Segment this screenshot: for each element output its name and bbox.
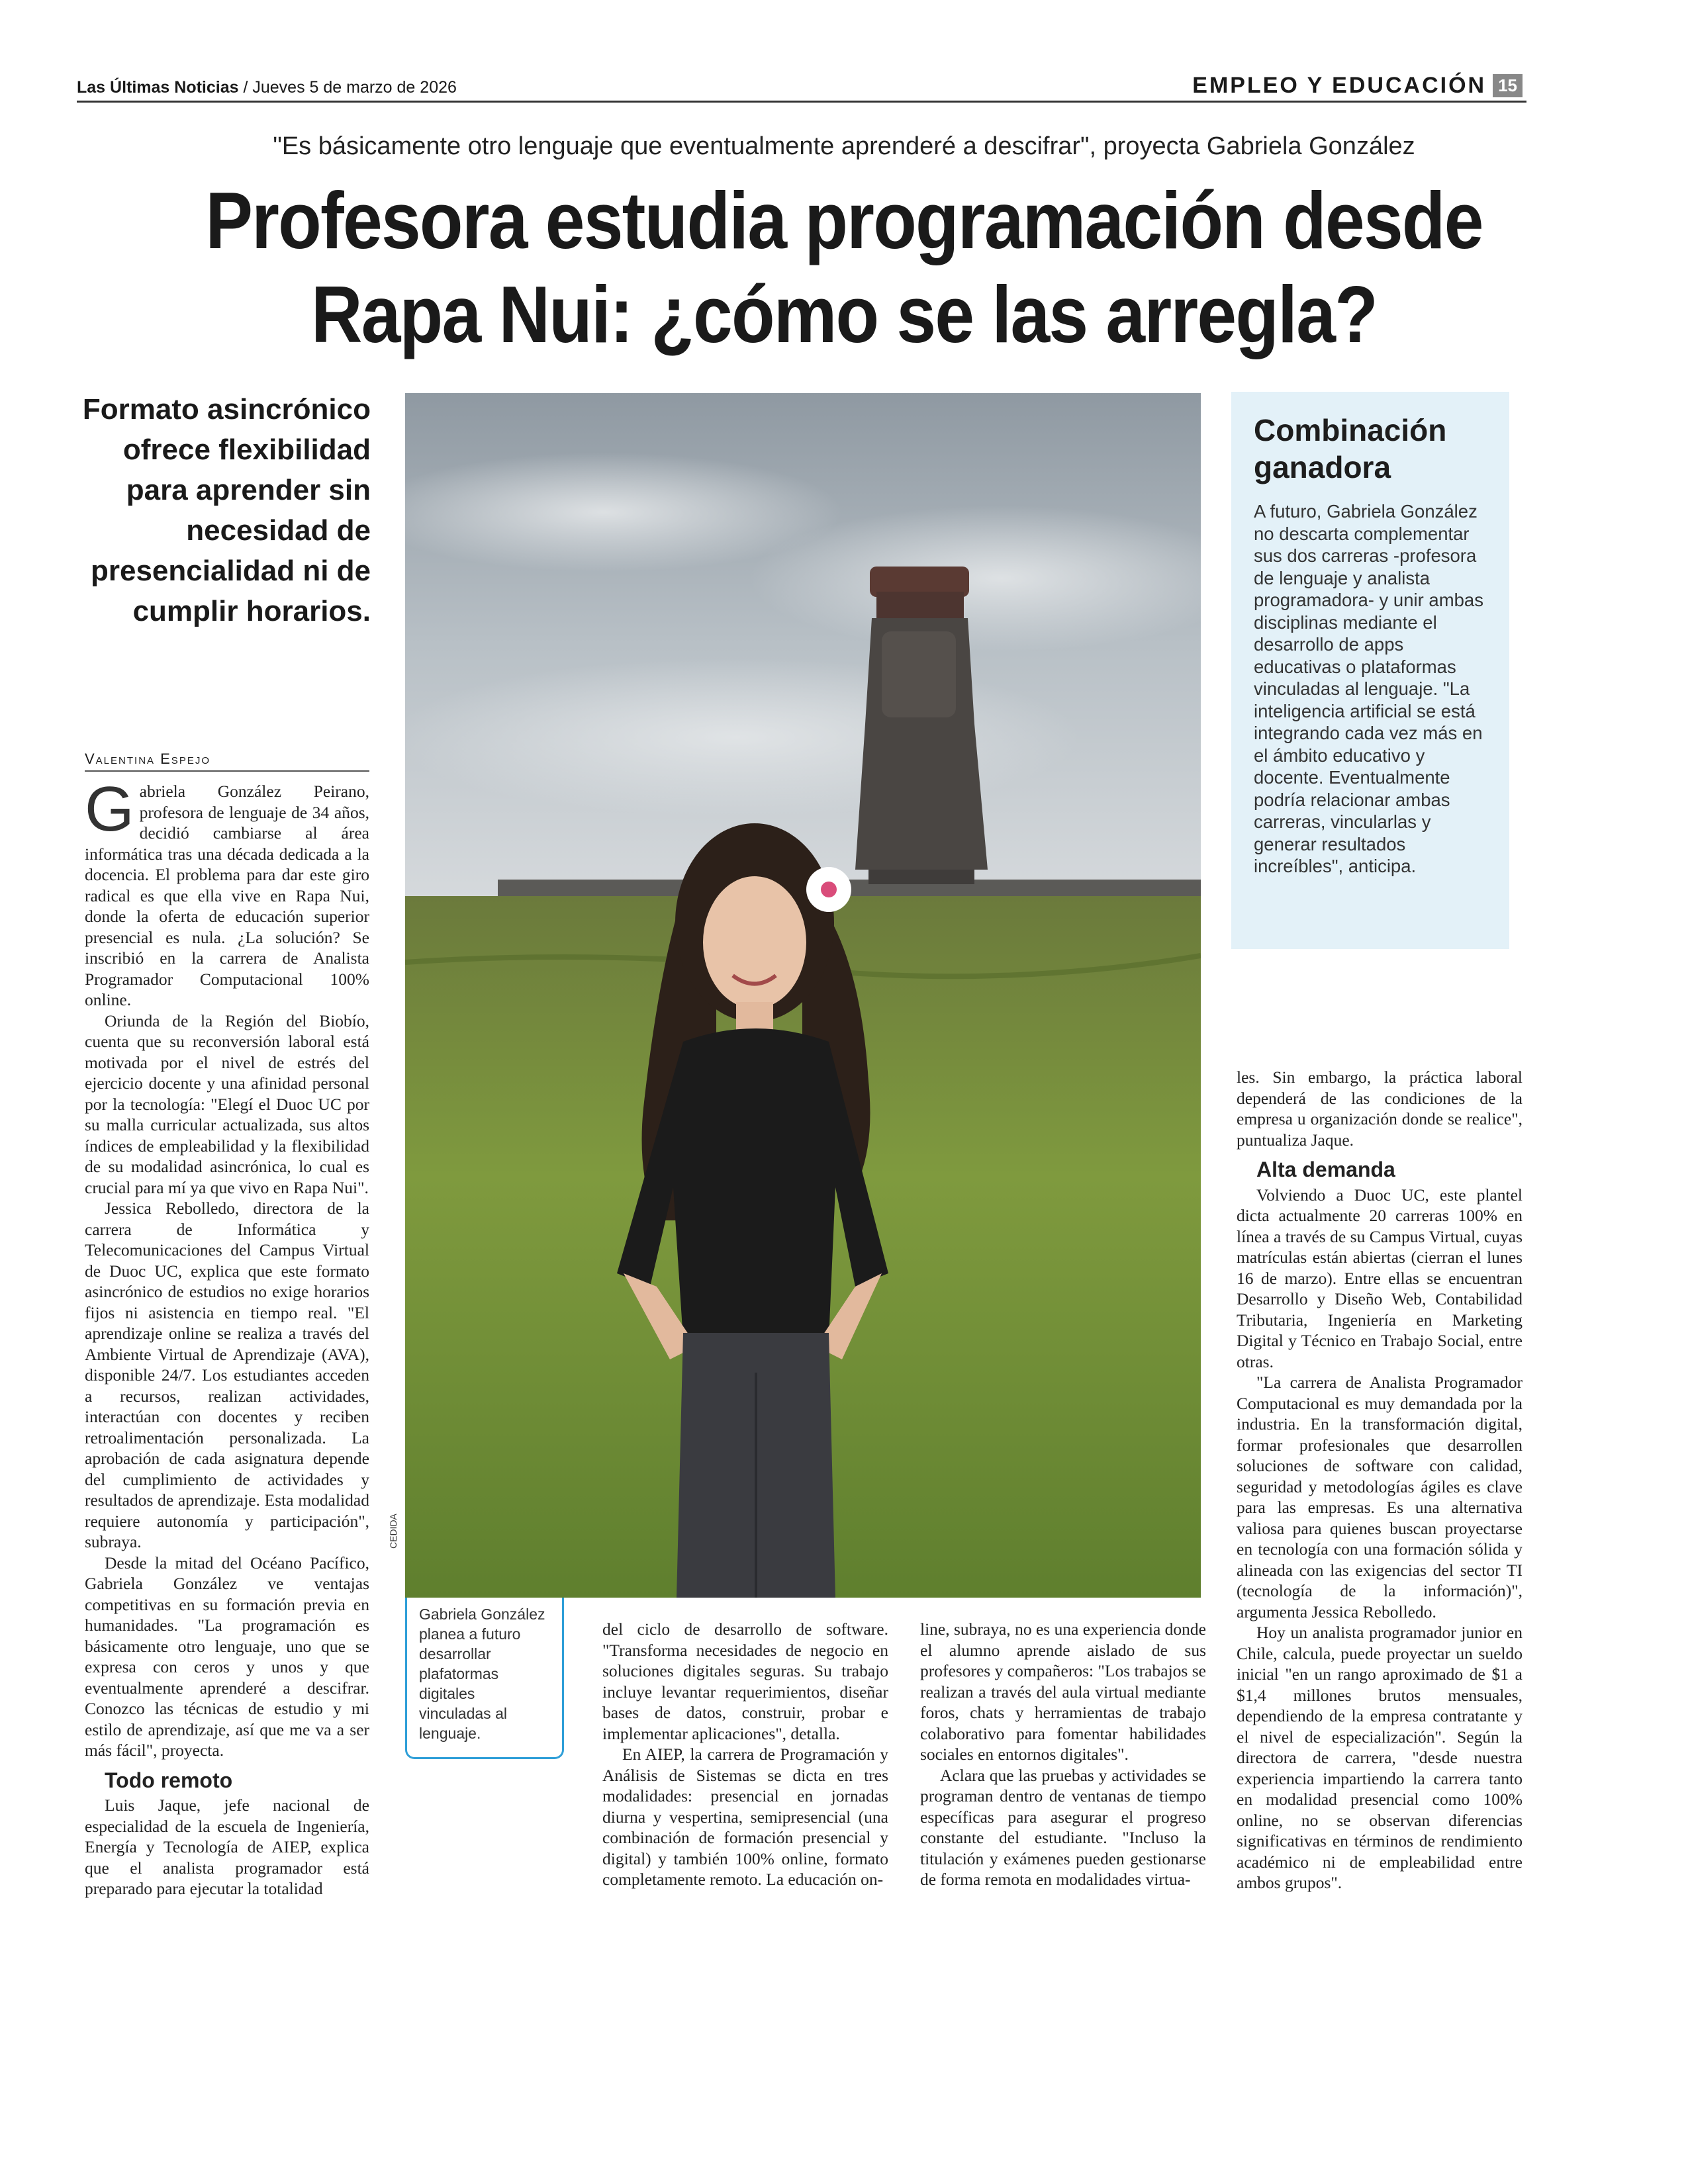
photo-moai-portrait — [405, 393, 1201, 1598]
newspaper-name: Las Últimas Noticias — [77, 78, 239, 97]
photo-illustration — [405, 393, 1201, 1598]
sidebar-title: Combinación ganadora — [1254, 413, 1447, 484]
article-column-2 — [602, 1619, 888, 1890]
subheading-alta-demanda: Alta demanda — [1256, 1158, 1395, 1181]
photo-credit: CEDIDA — [388, 1514, 399, 1549]
article-paragraph: del ciclo de desarrollo de software. "Transforma necesidades de negocio en soluciones digitales seguras. Su trabajo incluye levantar requerimientos, diseñar bases de datos, construir, probar e implementar aplicaciones", detalla. — [602, 1619, 888, 1743]
sidebar-body: A futuro, Gabriela González no descarta complementar sus dos carreras -profesora de lenguaje y analista programadora- y unir ambas disciplinas mediante el desarrollo de apps educativas o plataformas vinculadas al lenguaje. "La inteligencia artificial se está integrando cada vez más en el ámbito educativo y docente. Eventualmente podría relacionar ambas carreras, vincularlas y generar resultados increíbles", anticipa. — [1254, 501, 1483, 876]
sidebar-box — [1231, 392, 1509, 949]
article-paragraph: Gabriela González Peirano, profesora de lenguaje de 34 años, decidió cambiarse al área informática tras una década dedicada a la docencia. El problema para dar este giro radical es que ella vive en Rapa Nui, donde la oferta de educación superior presencial es nula. ¿La solución? Se inscribió en la carrera de Analista Programador Computacional 100% online. — [85, 774, 369, 1009]
article-paragraph: Aclara que las pruebas y actividades se programan dentro de ventanas de tiempo específicas para asegurar el progreso constante del estudiante. "Incluso la titulación y exámenes pueden gestionarse de forma remota en modalidades virtua- — [920, 1765, 1206, 1889]
issue-date: / Jueves 5 de marzo de 2026 — [238, 78, 457, 97]
article-paragraph: En AIEP, la carrera de Programación y Análisis de Sistemas se dicta en tres modalidades: presencial en jornadas diurna y vespertina, semipresencial (una combinación de formación presencial y digital) y también 100% online, formato completamente remoto. La educación on- — [602, 1745, 888, 1889]
section-name: EMPLEO Y EDUCACIÓN — [1192, 73, 1487, 98]
headline — [136, 173, 1552, 361]
article-paragraph: Luis Jaque, jefe nacional de especialidad de la escuela de Ingeniería, Energía y Tecnología de AIEP, explica que el analista programador está preparado para ejecutar la totalidad — [85, 1796, 369, 1898]
article-paragraph: Oriunda de la Región del Biobío, cuenta que su reconversión laboral está motivada por el nivel de estrés del ejercicio docente y una afinidad personal por la tecnología: "Elegí el Duoc UC por su malla curricular actualizada, sus altos índices de empleabilidad y la flexibilidad de su modalidad asincrónica, lo cual es crucial para mí ya que vivo en Rapa Nui". — [85, 1011, 369, 1197]
article-paragraph: Volviendo a Duoc UC, este plantel dicta actualmente 20 carreras 100% en línea a través de su Campus Virtual, cuyas matrículas están abiertas (cierran el lunes 16 de marzo). Entre ellas se encuentran Desarrollo y Diseño Web, Contabilidad Tributaria, Ingeniería en Marketing Digital y Técnico en Trabajo Social, entre otras. — [1237, 1185, 1523, 1371]
subheading-todo-remoto: Todo remoto — [105, 1768, 233, 1792]
kicker: "Es básicamente otro lenguaje que eventualmente aprenderé a descifrar", proyecta Gabriela González — [273, 132, 1415, 160]
newspaper-masthead — [77, 78, 457, 97]
lead-paragraph: Formato asincrónico ofrece flexibilidad para aprender sin necesidad de presencialidad ni de cumplir horarios. — [82, 393, 371, 627]
article-paragraph: Desde la mitad del Océano Pacífico, Gabriela González ve ventajas competitivas en su formación previa en humanidades. "La programación es básicamente otro lenguaje, uno que se expresa con ceros y unos y que eventualmente aprenderé a descifrar. Conozco las técnicas de estudio y mi estilo de aprendizaje, así que me va a ser más fácil", proyecta. — [85, 1553, 369, 1760]
article-paragraph: les. Sin embargo, la práctica laboral dependerá de las condiciones de la empresa u organización donde se realice", puntualiza Jaque. — [1237, 1068, 1523, 1150]
headline-line-2: Rapa Nui: ¿cómo se las arregla? — [310, 269, 1378, 359]
headline-line-1: Profesora estudia programación desde — [205, 175, 1483, 265]
photo-caption: Gabriela González planea a futuro desarrollar plafatormas digitales vinculadas al lenguaje. — [405, 1598, 564, 1759]
header-rule — [77, 101, 1526, 103]
section-header — [1192, 73, 1523, 99]
byline: Valentina Espejo — [85, 751, 211, 767]
article-paragraph: "La carrera de Analista Programador Computacional es muy demandada por la industria. En la transformación digital, formar profesionales que desarrollen soluciones de software con calidad, seguridad y metodologías ágiles es clave para las empresas. Es una alternativa valiosa para quienes buscan proyectarse en tecnología con una formación sólida y alineada con las exigencias del sector TI (tecnología de la información)", argumenta Jessica Rebolledo. — [1237, 1373, 1523, 1621]
byline-rule — [85, 770, 369, 772]
article-paragraph: Jessica Rebolledo, directora de la carrera de Informática y Telecomunicaciones del Campus Virtual de Duoc UC, explica que este formato asincrónico de estudios no exige horarios fijos ni asistencia en tiempo real. "El aprendizaje online se realiza a través del Ambiente Virtual de Aprendizaje (AVA), disponible 24/7. Los estudiantes acceden a recursos, realizan actividades, interactúan con docentes y reciben retroalimentación personalizada. La aprobación de cada asignatura depende del cumplimiento de actividades y resultados de aprendizaje. Esta modalidad requiere autonomía y participación", subraya. — [85, 1199, 369, 1551]
article-column-1 — [85, 774, 369, 1899]
article-column-4 — [1237, 1067, 1523, 1893]
article-column-3 — [920, 1619, 1206, 1890]
page-number: 15 — [1493, 74, 1523, 97]
article-paragraph: Hoy un analista programador junior en Chile, calcula, puede proyectar un sueldo inicial "en un rango aproximado de $1 a $1,4 millones brutos mensuales, dependiendo de la empresa contratante y el nivel de especialización". Según la directora de carrera, "desde nuestra experiencia impartiendo la carrera tanto en modalidad presencial como 100% online, no se observan diferencias significativas en términos de rendimiento académico ni de empleabilidad entre ambos grupos". — [1237, 1623, 1523, 1892]
drop-cap: G — [85, 774, 134, 844]
article-paragraph: line, subraya, no es una experiencia donde el alumno aprende aislado de sus profesores y compañeros: "Los trabajos se realizan a través del aula virtual mediante foros, chats y herramientas de trabajo colaborativo para fomentar habilidades sociales en entornos digitales". — [920, 1619, 1206, 1764]
